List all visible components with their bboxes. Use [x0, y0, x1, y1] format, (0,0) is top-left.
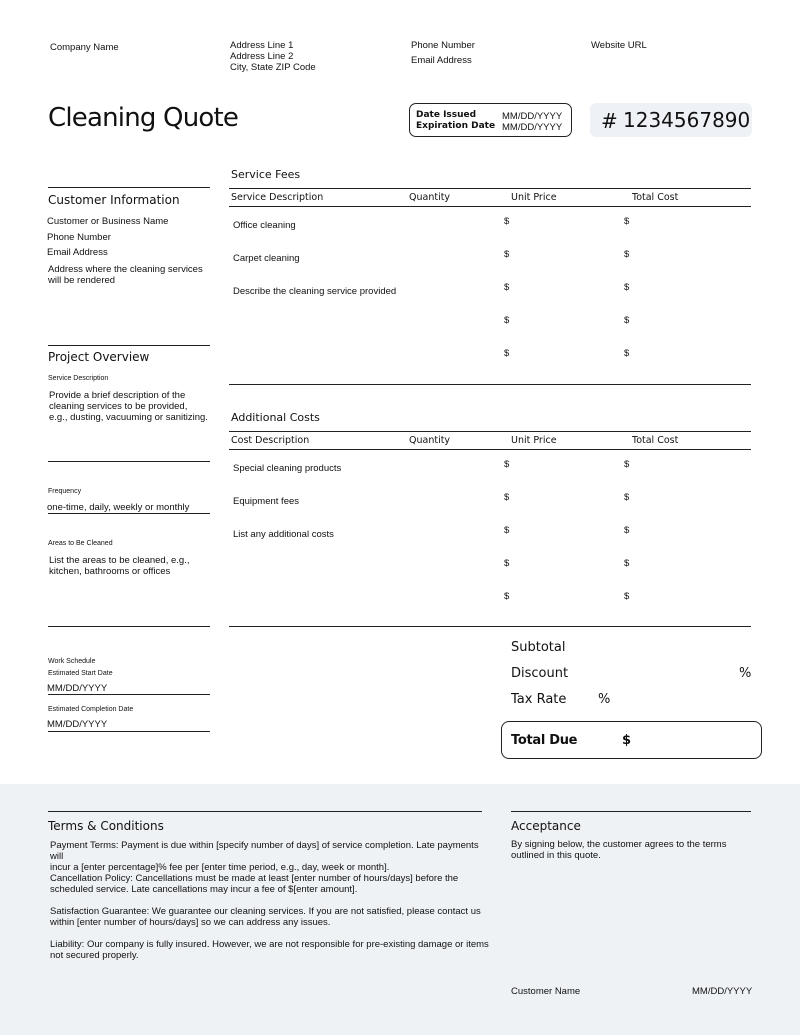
quote-number: 1234567890: [623, 108, 751, 132]
row-total-cost: $: [624, 492, 630, 503]
row-description: List any additional costs: [233, 529, 334, 540]
start-date-value: MM/DD/YYYY: [47, 683, 108, 694]
date-issued-value: MM/DD/YYYY: [502, 111, 563, 122]
total-due-currency: $: [622, 733, 632, 748]
additional-costs-heading: Additional Costs: [231, 411, 320, 424]
footer-section: [0, 784, 800, 1035]
page-title: Cleaning Quote: [48, 103, 239, 133]
total-due-box: [501, 721, 762, 759]
table-row: [229, 490, 751, 523]
row-description: Office cleaning: [233, 220, 296, 231]
acceptance-heading: Acceptance: [511, 819, 581, 833]
table-row: [229, 346, 751, 379]
hash-symbol: #: [601, 109, 618, 133]
table-row: [229, 313, 751, 346]
company-name: Company Name: [50, 42, 119, 53]
row-description: Describe the cleaning service provided: [233, 286, 397, 297]
table-row: [229, 280, 751, 313]
expiration-date-label: Expiration Date: [416, 121, 496, 131]
service-fees-heading: Service Fees: [231, 168, 301, 181]
terms-heading: Terms & Conditions: [48, 819, 164, 833]
subtotal-label: Subtotal: [511, 640, 566, 655]
table-row: [229, 589, 751, 622]
terms-liability: Liability: Our company is fully insured. However, we are not responsible for pre-existing damage or items not secured properly.: [50, 939, 489, 961]
row-total-cost: $: [624, 459, 630, 470]
customer-email: Email Address: [47, 247, 108, 258]
row-total-cost: $: [624, 249, 630, 260]
table-row: [229, 247, 751, 280]
ac-col-total-cost: Total Cost: [632, 435, 679, 446]
acceptance-text: By signing below, the customer agrees to the terms outlined in this quote.: [511, 839, 727, 861]
row-total-cost: $: [624, 315, 630, 326]
row-total-cost: $: [624, 348, 630, 359]
row-unit-price: $: [504, 525, 510, 536]
sf-col-quantity: Quantity: [409, 192, 451, 203]
discount-label: Discount: [511, 666, 569, 681]
row-description: Carpet cleaning: [233, 253, 300, 264]
completion-date-label: Estimated Completion Date: [48, 706, 134, 713]
table-row: [229, 457, 751, 490]
areas-value: List the areas to be cleaned, e.g., kitchen, bathrooms or offices: [49, 555, 190, 577]
areas-label: Areas to Be Cleaned: [48, 540, 113, 547]
customer-name: Customer or Business Name: [47, 216, 169, 227]
expiration-date-value: MM/DD/YYYY: [502, 122, 563, 133]
terms-cancellation: Cancellation Policy: Cancellations must be made at least [enter number of hours/days] before the scheduled service. Late cancellations may incur a fee of $[enter amount].: [50, 873, 459, 895]
row-unit-price: $: [504, 249, 510, 260]
company-address: Address Line 1 Address Line 2 City, State ZIP Code: [230, 40, 316, 73]
acceptance-date: MM/DD/YYYY: [692, 986, 753, 997]
tax-rate-percent: %: [598, 692, 611, 707]
service-description-label: Service Description: [48, 375, 109, 382]
tax-rate-label: Tax Rate: [511, 692, 567, 707]
row-unit-price: $: [504, 558, 510, 569]
customer-phone: Phone Number: [47, 232, 111, 243]
row-unit-price: $: [504, 591, 510, 602]
row-total-cost: $: [624, 282, 630, 293]
completion-date-value: MM/DD/YYYY: [47, 719, 108, 730]
customer-name-signature-label: Customer Name: [511, 986, 581, 997]
frequency-label: Frequency: [48, 488, 82, 495]
row-total-cost: $: [624, 525, 630, 536]
table-row: [229, 523, 751, 556]
work-schedule-label: Work Schedule: [48, 658, 96, 665]
date-box: [409, 103, 572, 137]
row-total-cost: $: [624, 216, 630, 227]
company-website: Website URL: [591, 40, 647, 51]
customer-info-heading: Customer Information: [48, 193, 180, 207]
customer-address: Address where the cleaning services will be rendered: [48, 264, 203, 286]
row-description: Equipment fees: [233, 496, 300, 507]
company-email: Email Address: [411, 55, 472, 66]
row-unit-price: $: [504, 282, 510, 293]
row-total-cost: $: [624, 591, 630, 602]
discount-percent: %: [739, 666, 752, 681]
row-unit-price: $: [504, 216, 510, 227]
terms-payment: Payment Terms: Payment is due within [specify number of days] of service completion. Late payments will incur a [enter percentage]% fee per [enter time period, e.g., day, week or month].: [50, 840, 479, 873]
row-total-cost: $: [624, 558, 630, 569]
table-row: [229, 214, 751, 247]
row-unit-price: $: [504, 348, 510, 359]
ac-col-unit-price: Unit Price: [511, 435, 557, 446]
row-unit-price: $: [504, 459, 510, 470]
total-due-label: Total Due: [511, 733, 578, 748]
row-unit-price: $: [504, 492, 510, 503]
date-issued-label: Date Issued: [416, 110, 477, 120]
company-phone: Phone Number: [411, 40, 475, 51]
row-description: Special cleaning products: [233, 463, 342, 474]
ac-col-description: Cost Description: [231, 435, 310, 446]
sf-col-total-cost: Total Cost: [632, 192, 679, 203]
row-unit-price: $: [504, 315, 510, 326]
frequency-value: one-time, daily, weekly or monthly: [47, 502, 190, 513]
service-description: Provide a brief description of the cleaning services to be provided, e.g., dusting, vacuuming or sanitizing.: [49, 390, 208, 423]
table-row: [229, 556, 751, 589]
sf-col-description: Service Description: [231, 192, 324, 203]
ac-col-quantity: Quantity: [409, 435, 451, 446]
sf-col-unit-price: Unit Price: [511, 192, 557, 203]
project-overview-heading: Project Overview: [48, 350, 150, 364]
quote-number-box: [590, 103, 752, 137]
start-date-label: Estimated Start Date: [48, 670, 113, 677]
terms-satisfaction: Satisfaction Guarantee: We guarantee our cleaning services. If you are not satisfied, please contact us within [enter number of hours/days] so we can address any issues.: [50, 906, 481, 928]
